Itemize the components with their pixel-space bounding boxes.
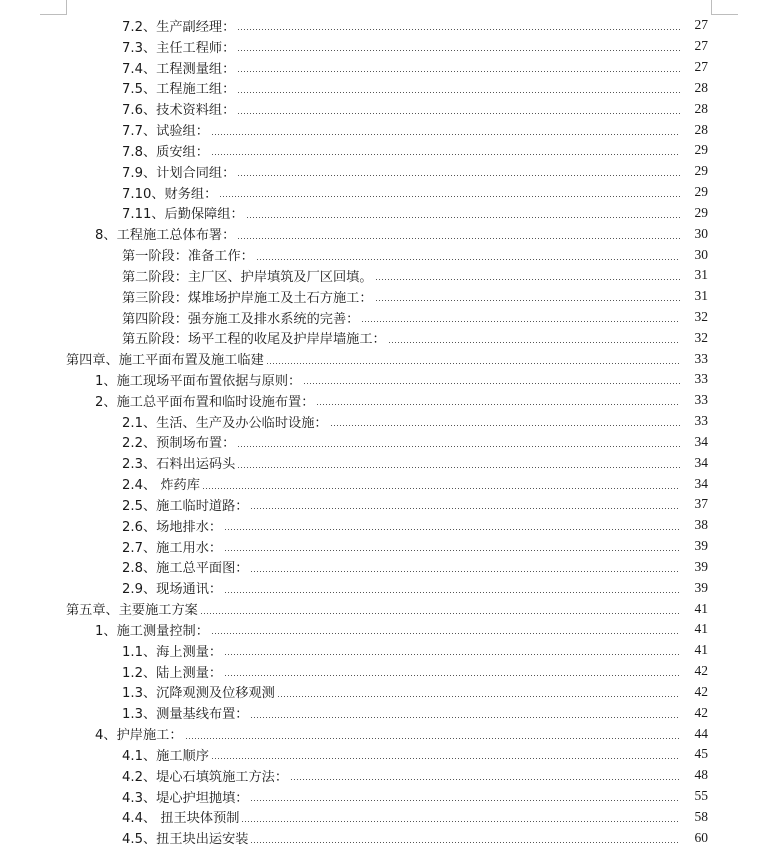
toc-entry-page-number: 38: [694, 517, 708, 533]
toc-entry[interactable]: [0, 723, 778, 744]
toc-entry[interactable]: [0, 202, 778, 223]
toc-entry[interactable]: [0, 369, 778, 390]
toc-entry[interactable]: [0, 536, 778, 557]
toc-entry[interactable]: [0, 640, 778, 661]
toc-entry-page-number: 28: [694, 100, 708, 116]
toc-entry[interactable]: [0, 786, 778, 807]
dot-leader: [331, 425, 680, 426]
toc-entry[interactable]: [0, 682, 778, 703]
toc-entry-label: 4.3、堤心护坦抛填：: [122, 787, 249, 806]
toc-entry[interactable]: [0, 432, 778, 453]
toc-entry-page-number: 41: [694, 600, 708, 616]
toc-entry[interactable]: [0, 806, 778, 827]
toc-entry-page-number: 27: [694, 38, 708, 54]
toc-entry-label: 第二阶段：主厂区、护岸填筑及厂区回填。: [122, 266, 374, 285]
dot-leader: [238, 175, 680, 176]
dot-leader: [291, 779, 680, 780]
dot-leader: [242, 821, 680, 822]
dot-leader: [238, 71, 680, 72]
toc-entry-page-number: 32: [694, 309, 708, 324]
dot-leader: [238, 113, 680, 114]
dot-leader: [238, 467, 680, 468]
toc-entry[interactable]: [0, 494, 778, 515]
toc-entry-page-number: 32: [694, 329, 708, 345]
dot-leader: [203, 488, 680, 489]
dot-leader: [186, 738, 680, 739]
toc-entry[interactable]: [0, 36, 778, 57]
dot-leader: [247, 217, 680, 218]
toc-entry[interactable]: [0, 265, 778, 286]
dot-leader: [251, 508, 680, 509]
toc-entry-page-number: 37: [694, 496, 708, 512]
toc-entry-label: 4.1、施工顺序: [122, 745, 210, 764]
toc-entry-label: 7.7、试验组：: [122, 120, 210, 139]
dot-leader: [238, 446, 680, 447]
dot-leader: [225, 529, 680, 530]
toc-entry-label: 4.4、 扭王块体预制: [122, 807, 240, 826]
dot-leader: [238, 92, 680, 93]
toc-entry[interactable]: [0, 223, 778, 244]
toc-entry[interactable]: [0, 598, 778, 619]
toc-entry-page-number: 55: [694, 788, 708, 804]
toc-entry-page-number: 29: [694, 184, 708, 200]
toc-entry-label: 第四阶段：强夯施工及排水系统的完善：: [122, 308, 360, 327]
toc-entry-label: 2.6、场地排水：: [122, 516, 223, 535]
toc-entry-page-number: 44: [694, 725, 708, 741]
toc-entry-label: 第三阶段：煤堆场护岸施工及土石方施工：: [122, 287, 374, 306]
toc-entry-page-number: 39: [694, 558, 708, 574]
toc-entry-page-number: 33: [694, 371, 708, 387]
toc-entry[interactable]: [0, 827, 778, 848]
toc-entry-label: 第五阶段：场平工程的收尾及护岸岸墙施工：: [122, 328, 387, 347]
toc-entry-page-number: 58: [694, 808, 708, 824]
toc-entry-label: 4.2、堤心石填筑施工方法：: [122, 766, 289, 785]
toc-entry[interactable]: [0, 119, 778, 140]
toc-entry-label: 2、施工总平面布置和临时设施布置：: [95, 391, 315, 410]
dot-leader: [212, 633, 680, 634]
toc-entry[interactable]: [0, 348, 778, 369]
toc-entry-label: 4.5、扭王块出运安装: [122, 828, 249, 847]
toc-entry-label: 7.6、技术资料组：: [122, 99, 236, 118]
toc-entry[interactable]: [0, 744, 778, 765]
dot-leader: [251, 717, 680, 718]
dot-leader: [362, 321, 680, 322]
dot-leader: [376, 300, 680, 301]
dot-leader: [389, 342, 680, 343]
toc-entry[interactable]: [0, 286, 778, 307]
toc-entry-label: 2.2、预制场布置：: [122, 432, 236, 451]
toc-entry-label: 2.9、现场通讯：: [122, 578, 223, 597]
toc-entry-label: 1.3、测量基线布置：: [122, 703, 249, 722]
dot-leader: [251, 800, 680, 801]
crop-mark-right-vertical: [711, 0, 712, 14]
toc-entry[interactable]: [0, 661, 778, 682]
toc-entry[interactable]: [0, 327, 778, 348]
dot-leader: [376, 279, 680, 280]
toc-entry-label: 1.1、海上测量：: [122, 641, 223, 660]
toc-entry-page-number: 42: [694, 704, 708, 720]
toc-entry-label: 第一阶段：准备工作：: [122, 245, 255, 264]
toc-entry-label: 7.8、质安组：: [122, 141, 210, 160]
toc-entry[interactable]: [0, 452, 778, 473]
toc-entry-page-number: 30: [694, 246, 708, 262]
toc-entry[interactable]: [0, 77, 778, 98]
dot-leader: [317, 404, 680, 405]
toc-entry-label: 7.4、工程测量组：: [122, 58, 236, 77]
dot-leader: [220, 196, 680, 197]
toc-entry[interactable]: [0, 140, 778, 161]
dot-leader: [201, 613, 680, 614]
toc-entry-label: 7.5、工程施工组：: [122, 78, 236, 97]
toc-entry-page-number: 28: [694, 79, 708, 95]
toc-entry-page-number: 45: [694, 746, 708, 762]
toc-entry-page-number: 34: [694, 475, 708, 491]
toc-entry-label: 2.7、施工用水：: [122, 537, 223, 556]
toc-entry-page-number: 30: [694, 225, 708, 241]
toc-entry-label: 1.3、沉降观测及位移观测: [122, 682, 276, 701]
toc-entry-label: 1、施工测量控制：: [95, 620, 210, 639]
table-of-contents: [0, 15, 778, 848]
dot-leader: [225, 654, 680, 655]
toc-entry[interactable]: [0, 182, 778, 203]
dot-leader: [304, 383, 680, 384]
crop-mark-left-vertical: [66, 0, 67, 14]
toc-entry-label: 4、护岸施工：: [95, 724, 184, 743]
dot-leader: [267, 363, 680, 364]
toc-entry-page-number: 60: [694, 829, 708, 845]
toc-entry[interactable]: [0, 15, 778, 36]
toc-entry-page-number: 28: [694, 121, 708, 137]
toc-entry[interactable]: [0, 473, 778, 494]
toc-entry[interactable]: [0, 619, 778, 640]
dot-leader: [238, 238, 680, 239]
toc-entry-label: 1、施工现场平面布置依据与原则：: [95, 370, 302, 389]
toc-entry-label: 7.3、主任工程师：: [122, 37, 236, 56]
toc-entry-label: 2.3、石料出运码头: [122, 453, 236, 472]
dot-leader: [251, 842, 680, 843]
dot-leader: [212, 154, 680, 155]
toc-entry-page-number: 42: [694, 683, 708, 699]
toc-entry-page-number: 33: [694, 392, 708, 408]
toc-entry-page-number: 31: [694, 288, 708, 304]
toc-entry-label: 7.9、计划合同组：: [122, 162, 236, 181]
toc-entry-label: 2.1、生活、生产及办公临时设施：: [122, 412, 329, 431]
dot-leader: [225, 550, 680, 551]
toc-entry-page-number: 33: [694, 350, 708, 366]
toc-entry-label: 2.4、 炸药库: [122, 474, 201, 493]
toc-entry-page-number: 29: [694, 142, 708, 158]
toc-entry[interactable]: [0, 515, 778, 536]
toc-entry-page-number: 39: [694, 579, 708, 595]
toc-entry[interactable]: [0, 390, 778, 411]
dot-leader: [212, 758, 680, 759]
toc-entry-label: 第五章、主要施工方案: [66, 599, 199, 618]
toc-entry-page-number: 31: [694, 267, 708, 283]
toc-entry[interactable]: [0, 702, 778, 723]
toc-entry-page-number: 29: [694, 163, 708, 179]
toc-entry-label: 7.2、生产副经理：: [122, 16, 236, 35]
toc-entry[interactable]: [0, 57, 778, 78]
toc-entry[interactable]: [0, 161, 778, 182]
toc-entry-page-number: 41: [694, 621, 708, 637]
toc-entry[interactable]: [0, 577, 778, 598]
toc-entry-label: 8、工程施工总体布署：: [95, 224, 236, 243]
dot-leader: [238, 50, 680, 51]
toc-entry[interactable]: [0, 411, 778, 432]
toc-entry-label: 1.2、陆上测量：: [122, 662, 223, 681]
toc-entry-page-number: 33: [694, 413, 708, 429]
dot-leader: [278, 696, 680, 697]
toc-entry-label: 第四章、施工平面布置及施工临建: [66, 349, 265, 368]
toc-entry-page-number: 29: [694, 204, 708, 220]
toc-entry-label: 2.8、施工总平面图：: [122, 557, 249, 576]
toc-entry-page-number: 41: [694, 642, 708, 658]
toc-entry-label: 2.5、施工临时道路：: [122, 495, 249, 514]
dot-leader: [212, 134, 680, 135]
dot-leader: [238, 29, 680, 30]
toc-entry-page-number: 42: [694, 663, 708, 679]
toc-entry[interactable]: [0, 307, 778, 328]
dot-leader: [225, 675, 680, 676]
toc-entry-page-number: 27: [694, 17, 708, 33]
toc-entry-page-number: 27: [694, 59, 708, 75]
toc-entry-page-number: 39: [694, 538, 708, 554]
dot-leader: [257, 259, 680, 260]
toc-entry-page-number: 34: [694, 454, 708, 470]
dot-leader: [251, 571, 680, 572]
toc-entry[interactable]: [0, 765, 778, 786]
dot-leader: [225, 592, 680, 593]
toc-entry[interactable]: [0, 244, 778, 265]
toc-entry[interactable]: [0, 557, 778, 578]
toc-entry-page-number: 34: [694, 433, 708, 449]
toc-entry-label: 7.10、财务组：: [122, 183, 218, 202]
toc-entry[interactable]: [0, 98, 778, 119]
toc-entry-label: 7.11、后勤保障组：: [122, 203, 245, 222]
toc-entry-page-number: 48: [694, 767, 708, 783]
